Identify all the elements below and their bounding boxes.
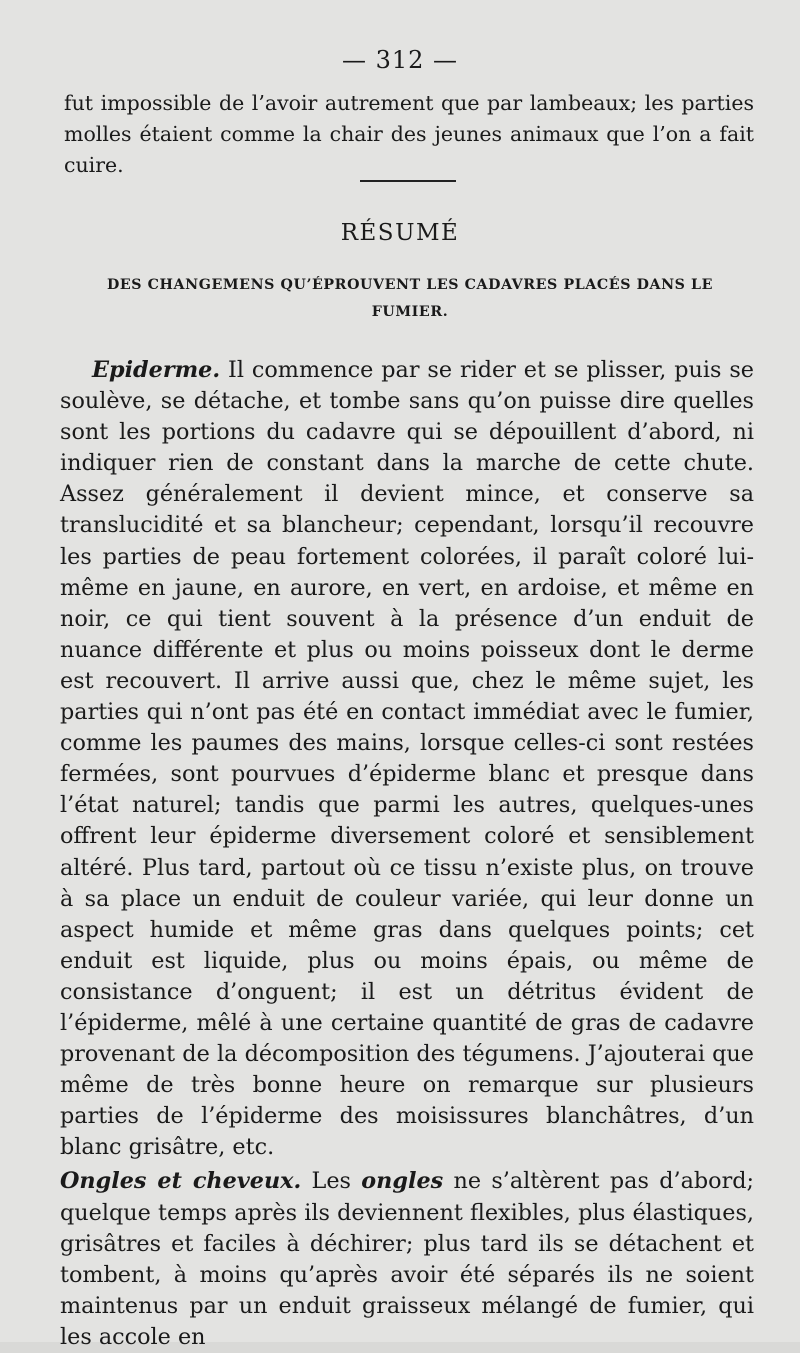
main-text	[60, 355, 754, 1353]
term-ongles-cheveux: Ongles et cheveux.	[60, 1168, 302, 1195]
paragraph-epiderme-text: Il commence par se rider et se plisser, puis se soulève, se détache, et tombe sans qu’on puisse dire quelles sont les portions du cadavre qui se dépouillent d’abord, ni indiquer rien de constant dans la marche de cette chute. Assez généralement il devient mince, et conserve sa translucidité et sa blancheur; cependant, lorsqu’il recouvre les parties de peau fortement colorées, il paraît coloré lui-même en jaune, en aurore, en vert, en ardoise, et même en noir, ce qui tient souvent à la présence d’un enduit de nuance différente et plus ou moins poisseux dont le derme est recouvert. Il arrive aussi que, chez le même sujet, les parties qui n’ont pas été en contact immédiat avec le fumier, comme les paumes des mains, lorsque celles-ci sont restées fermées, sont pourvues d’épiderme blanc et presque dans l’état naturel; tandis que parmi les autres, quelques-unes offrent leur épiderme diversement coloré et sensiblement altéré. Plus tard, partout où ce tissu n’existe plus, on trouve à sa place un enduit de couleur variée, qui leur donne un aspect humide et même gras dans quelques points; cet enduit est liquide, plus ou moins épais, ou même de consistance d’onguent; il est un détritus évident de l’épiderme, mêlé à une certaine quantité de gras de cadavre provenant de la décomposition des tégumens. J’ajouterai que même de très bonne heure on remarque sur plusieurs parties de l’épiderme des moisissures blanchâtres, d’un blanc grisâtre, etc.	[60, 357, 754, 1161]
section-title: RÉSUMÉ	[340, 220, 460, 246]
section-divider	[360, 180, 456, 182]
carry-over-paragraph	[64, 88, 754, 181]
paragraph-ongles-text-b: ne s’altèrent pas d’abord; quelque temps après ils deviennent flexibles, plus élastiques, grisâtres et faciles à déchirer; plus tard ils se détachent et tombent, à moins qu’après avoir été séparés ils ne soient maintenus par un enduit graisseux mélangé de fumier, qui les accole en	[60, 1168, 755, 1350]
section-subtitle: DES CHANGEMENS QU’ÉPROUVENT LES CADAVRES PLACÉS DANS LE FUMIER.	[106, 277, 714, 320]
carry-over-text: fut impossible de l’avoir autrement que par lambeaux; les parties molles étaient comme la chair des jeunes animaux que l’on a fait cuire.	[64, 91, 754, 177]
paragraph-epiderme	[60, 355, 754, 1163]
paragraph-ongles-text-a: Les	[301, 1168, 362, 1195]
term-epiderme: Epiderme.	[92, 357, 221, 383]
term-ongles: ongles	[361, 1168, 444, 1195]
page-number: — 312 —	[341, 46, 459, 74]
paragraph-ongles	[60, 1166, 754, 1353]
